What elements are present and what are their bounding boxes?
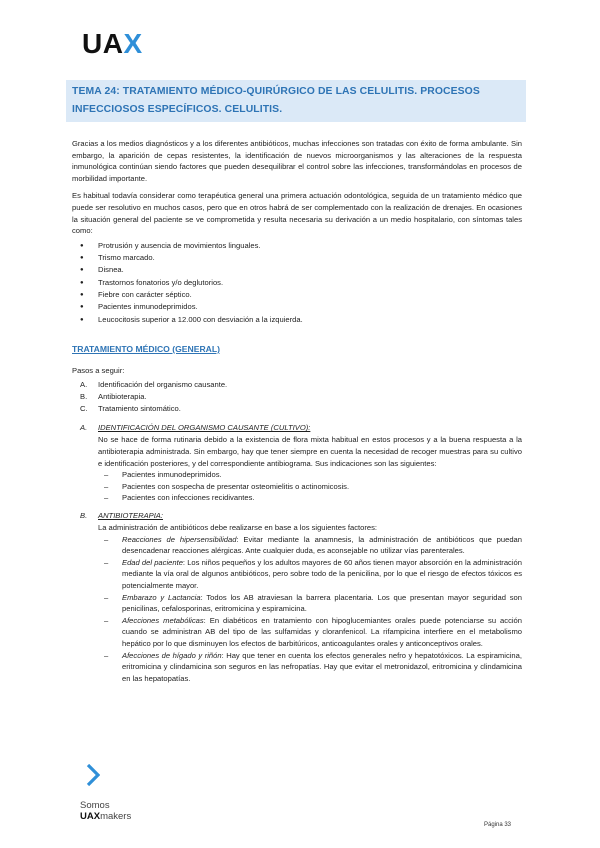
subsection-paragraph: No se hace de forma rutinaria debido a la existencia de flora mixta habitual en estos procesos y a la buena respuesta a la antibioterapia administrada. Sin embargo, hay que tener siempre en cuenta la necesidad de recoger muestras para su cultivo e identificación posteriores, y del correspondiente antibiograma. Sus indicaciones son las siguientes:: [98, 435, 522, 468]
subsection-identification: [72, 422, 522, 504]
list-item: [98, 615, 522, 650]
list-item: – Pacientes con infecciones recidivantes.: [98, 492, 522, 504]
title-banner: [66, 80, 526, 122]
factor-text: : En diabéticos en tratamiento con hipoglucemiantes orales puede potenciarse su acción cuando se administran AB del tipo de las sulfamidas y cloranfenicol. La rifampicina interfiere en el metabolismo hepático por lo que disminuyen los efectos de barbitúricos, anticoagulantes orales y anticonceptivos orales.: [122, 615, 523, 648]
list-item: [98, 650, 522, 685]
factor-text: : Evitar mediante la anamnesis, la administración de antibióticos que puedan desencadenar reacciones alérgicas. Ante cualquier duda, es aconsejable no utilizar vías parenterales.: [122, 534, 523, 556]
page-title: TEMA 24: TRATAMIENTO MÉDICO-QUIRÚRGICO DE LAS CELULITIS. PROCESOS INFECCIOSOS ESPECÍFICOS. CELULITIS.: [72, 86, 480, 115]
step-text: Tratamiento sintomático.: [98, 403, 181, 413]
subsection-paragraph: La administración de antibióticos debe realizarse en base a los siguientes factores:: [98, 522, 378, 532]
factor-text: : Hay que tener en cuenta los efectos generales nefro y hepatotóxicos. La espiramicina, eritromicina y clindamicina son seguros en las nefropatías. Hay que evitar el metronidazol, eritromicina y clindamicina en las hepatopatías.: [122, 650, 522, 683]
factor-label: Edad del paciente: [122, 557, 183, 567]
footer-uax: UAX: [80, 811, 101, 822]
list-item: [98, 592, 522, 615]
factor-label: Embarazo y Lactancia: [122, 592, 201, 602]
list-item: ● Pacientes inmunodeprimidos.: [72, 301, 522, 313]
factor-list: [98, 534, 522, 685]
factor-text: : Todos los AB atraviesan la barrera placentaria. Los que presentan mayor seguridad son penicilinas, cefalosporinas, eritromicina y espiramicina.: [122, 592, 522, 614]
subsection-title: IDENTIFICACIÓN DEL ORGANISMO CAUSANTE (CULTIVO):: [98, 423, 311, 433]
subsection-body: [72, 522, 522, 684]
subsection-body: [72, 434, 522, 504]
list-item: ● Leucocitosis superior a 12.000 con desviación a la izquierda.: [72, 314, 522, 326]
factor-label: Afecciones metabólicas: [122, 615, 204, 625]
page-number: Página 33: [484, 822, 512, 828]
symptom-list: [72, 240, 522, 326]
list-item: [98, 557, 522, 592]
list-item: – Pacientes inmunodeprimidos.: [98, 469, 522, 481]
steps-label: Pasos a seguir:: [72, 366, 125, 376]
footer-somos: Somos: [80, 800, 110, 811]
list-item: ● Disnea.: [72, 264, 522, 276]
list-item: ● Protrusión y ausencia de movimientos linguales.: [72, 240, 522, 252]
footer-uaxmakers: [80, 811, 131, 822]
step-text: Identificación del organismo causante.: [98, 380, 228, 390]
footer-makers: makers: [100, 811, 132, 822]
logo-accent: X: [123, 28, 143, 59]
subsection-heading: [72, 422, 522, 434]
list-item: ● Fiebre con carácter séptico.: [72, 289, 522, 301]
list-item: [72, 379, 522, 391]
list-item: ● Trismo marcado.: [72, 252, 522, 264]
list-item: ● Trastornos fonatorios y/o deglutorios.: [72, 277, 522, 289]
section-heading: TRATAMIENTO MÉDICO (GENERAL): [72, 343, 220, 354]
logo-text: UA: [82, 28, 124, 59]
subsection-title: ANTIBIOTERAPIA:: [98, 510, 163, 520]
uax-logo: [82, 28, 143, 60]
intro-paragraph: Gracias a los medios diagnósticos y a los diferentes antibióticos, muchas infecciones son tratadas con éxito de forma ambulante. Sin embargo, la aparición de cepas resistentes, la identificación de nuevos microorganismos y las alteraciones de la respuesta inmunológica continúan siendo factores que pueden desequilibrar el control sobre las infecciones, transformándolas en procesos de morbilidad importante.: [72, 139, 522, 183]
intro-paragraph: Es habitual todavía considerar como terapéutica general una primera actuación odontológica, seguida de un tratamiento médico que puede ser resolutivo en muchos casos, pero que en otros habrá de ser complementado con la realización de drenajes. En ocasiones la situación general del paciente se ve comprometida y resulta necesaria su derivación a un medio hospitalario, con síntomas tales como:: [72, 191, 522, 236]
chevron-right-icon: [86, 764, 100, 786]
list-item: [72, 391, 522, 403]
subsection-letter: B.: [80, 510, 88, 520]
subsection-heading: [72, 510, 522, 522]
subsection-antibiotherapy: [72, 510, 522, 684]
subsection-letter: A.: [80, 423, 88, 433]
step-letter: C.: [80, 403, 88, 413]
step-letter: B.: [80, 391, 88, 401]
factor-text: : Los niños pequeños y los adultos mayores de 60 años tienen mayor absorción en la administración mediante la vía oral de algunos antibióticos, pero sobre todo de la penicilina, por lo que el riesgo de efectos tóxicos es potencialmente mayor.: [122, 557, 522, 590]
footer-brand: [80, 800, 131, 822]
factor-label: Afecciones de hígado y riñón: [122, 650, 222, 660]
indication-list: [98, 469, 522, 504]
steps-list: [72, 379, 522, 414]
factor-label: Reacciones de hipersensibilidad: [122, 534, 237, 544]
list-item: [98, 534, 522, 557]
step-letter: A.: [80, 380, 88, 390]
list-item: – Pacientes con sospecha de presentar osteomielitis o actinomicosis.: [98, 481, 522, 493]
list-item: [72, 403, 522, 415]
step-text: Antibioterapia.: [98, 391, 147, 401]
document-body: [72, 138, 522, 690]
